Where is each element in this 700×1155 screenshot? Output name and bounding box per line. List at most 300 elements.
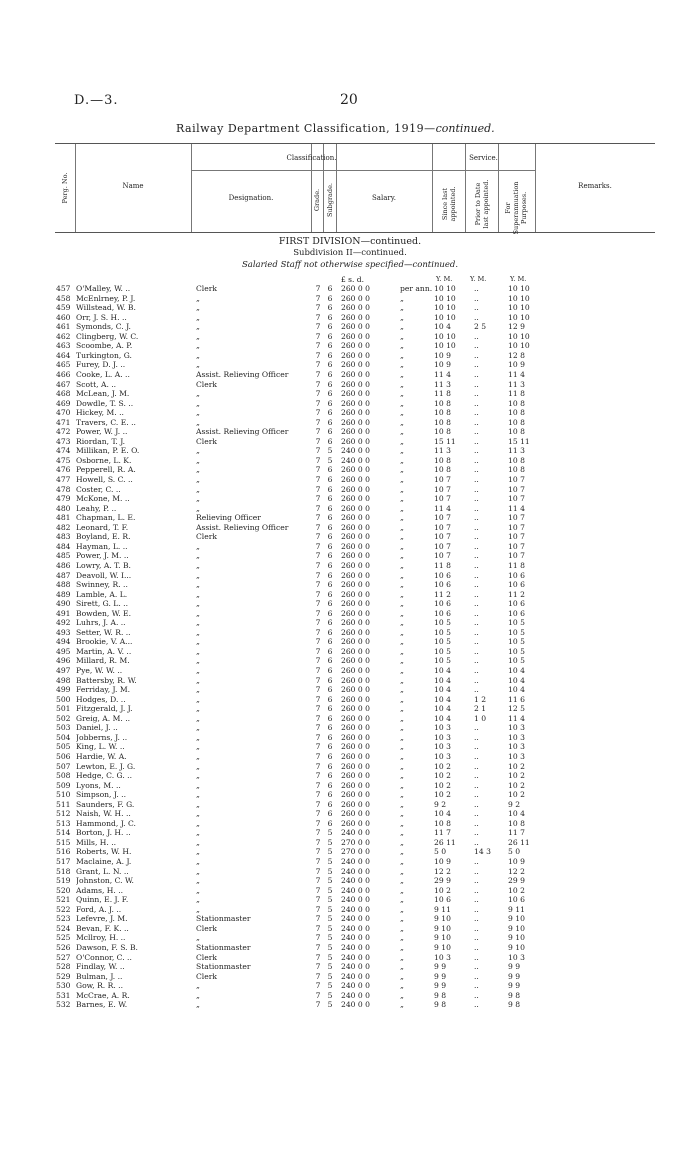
since-appointed-cell: 29 9	[434, 876, 451, 886]
superannuation-cell: 29 9	[508, 876, 525, 886]
perg-number-cell: 474	[56, 446, 71, 456]
since-appointed-cell: 9 9	[434, 962, 447, 972]
prior-appointed-cell: ..	[474, 284, 479, 293]
designation-cell: „	[196, 475, 200, 484]
designation-cell: „	[196, 589, 200, 599]
perg-number-cell: 513	[56, 818, 71, 828]
salary-period-cell: „	[400, 847, 404, 857]
grade-cell: 7	[315, 904, 321, 914]
designation-cell: Clerk	[196, 971, 217, 981]
table-row	[0, 695, 700, 704]
designation-cell: „	[196, 694, 200, 704]
name-cell: Turkington, G.	[76, 350, 132, 360]
since-appointed-cell: 10 5	[434, 646, 451, 656]
designation-cell: „	[196, 637, 200, 647]
table-row	[0, 542, 700, 551]
designation-cell: „	[196, 828, 200, 838]
salary-cell: 260 0 0	[341, 589, 370, 599]
perg-number-cell: 469	[56, 398, 71, 408]
designation-cell: „	[196, 675, 200, 685]
perg-number-cell: 467	[56, 379, 71, 389]
perg-number-cell: 471	[56, 417, 71, 427]
salary-cell: 260 0 0	[341, 732, 370, 742]
name-cell: Leahy, P. ..	[76, 503, 117, 513]
grade-cell: 7	[315, 666, 321, 675]
table-row	[0, 504, 700, 513]
grade-cell: 7	[315, 398, 321, 408]
perg-number-cell: 524	[56, 923, 71, 933]
perg-number-cell: 487	[56, 570, 71, 580]
salary-cell: 260 0 0	[341, 685, 370, 695]
table-header	[55, 143, 655, 233]
name-cell: Setter, W. R. ..	[76, 627, 131, 637]
prior-appointed-header: Prior to Date last appointed.	[474, 179, 490, 229]
salary-period-cell: „	[400, 799, 404, 809]
prior-appointed-cell: ..	[474, 532, 479, 542]
salary-period-cell: „	[400, 580, 404, 590]
salary-period-cell: „	[400, 923, 404, 933]
prior-appointed-cell: ..	[474, 923, 479, 933]
prior-appointed-cell: ..	[474, 608, 479, 618]
name-cell: Gow, R. R. ..	[76, 981, 123, 991]
designation-cell: „	[196, 465, 200, 475]
table-row	[0, 886, 700, 895]
name-cell: Saunders, F. G.	[76, 799, 135, 809]
grade-cell: 7	[315, 971, 321, 981]
since-appointed-cell: 9 10	[434, 933, 451, 943]
prior-appointed-cell: ..	[474, 303, 479, 313]
salary-cell: 260 0 0	[341, 312, 370, 322]
superannuation-cell: 10 10	[508, 303, 530, 313]
table-row	[0, 1000, 700, 1009]
salary-period-cell: „	[400, 627, 404, 637]
grade-cell: 7	[315, 494, 321, 504]
salary-period-cell: „	[400, 360, 404, 370]
grade-cell: 7	[315, 923, 321, 933]
salary-cell: 260 0 0	[341, 771, 370, 781]
name-cell: Orr, J. S. H. ..	[76, 312, 127, 322]
subgrade-cell: 6	[327, 809, 333, 819]
subgrade-cell: 6	[327, 522, 333, 532]
subgrade-cell: 6	[327, 656, 333, 666]
table-row	[0, 714, 700, 723]
since-appointed-cell: 10 2	[434, 771, 451, 781]
salary-cell: 260 0 0	[341, 656, 370, 666]
grade-cell: 7	[315, 532, 321, 542]
since-appointed-cell: 10 7	[434, 541, 451, 551]
superannuation-cell: 9 10	[508, 923, 525, 933]
since-appointed-cell: 10 7	[434, 551, 451, 561]
perg-number-cell: 532	[56, 1000, 71, 1010]
salary-cell: 240 0 0	[341, 904, 370, 914]
salary-period-cell: „	[400, 809, 404, 819]
superannuation-cell: 10 6	[508, 608, 525, 618]
designation-cell: „	[196, 303, 200, 313]
since-appointed-cell: 5 0	[434, 847, 447, 857]
perg-number-cell: 530	[56, 981, 71, 991]
superannuation-cell: 10 7	[508, 475, 525, 484]
table-row	[0, 532, 700, 541]
prior-appointed-cell: ..	[474, 914, 479, 924]
prior-appointed-cell: 14 3	[474, 847, 491, 857]
table-row	[0, 399, 700, 408]
salary-period-cell: „	[400, 570, 404, 580]
salary-cell: 240 0 0	[341, 895, 370, 905]
designation-cell: „	[196, 503, 200, 513]
superannuation-cell: 10 5	[508, 656, 525, 666]
grade-cell: 7	[315, 1000, 321, 1010]
prior-appointed-cell: ..	[474, 751, 479, 761]
superannuation-cell: 9 2	[508, 799, 521, 809]
designation-cell: Clerk	[196, 532, 217, 542]
designation-cell: „	[196, 933, 200, 943]
name-header: Name	[122, 182, 144, 190]
subgrade-cell: 6	[327, 322, 333, 332]
table-row	[0, 752, 700, 761]
table-row	[0, 867, 700, 876]
prior-appointed-cell: ..	[474, 408, 479, 418]
prior-appointed-cell: ..	[474, 637, 479, 647]
superannuation-cell: 10 10	[508, 293, 530, 303]
prior-appointed-cell: ..	[474, 809, 479, 819]
salary-cell: 260 0 0	[341, 790, 370, 800]
designation-cell: Assist. Relieving Officer	[196, 522, 289, 532]
since-appointed-cell: 10 3	[434, 732, 451, 742]
table-row	[0, 571, 700, 580]
subgrade-cell: 6	[327, 398, 333, 408]
superannuation-cell: 10 2	[508, 761, 525, 771]
prior-appointed-cell: 1 2	[474, 694, 487, 704]
grade-cell: 7	[315, 818, 321, 828]
since-appointed-cell: 11 8	[434, 389, 451, 399]
since-appointed-cell: 10 3	[434, 723, 451, 733]
remarks-header: Remarks.	[578, 182, 612, 190]
prior-appointed-cell: 2 5	[474, 322, 487, 332]
salary-period-cell: „	[400, 494, 404, 504]
since-appointed-cell: 10 9	[434, 857, 451, 866]
perg-number-cell: 531	[56, 990, 71, 1000]
salary-cell: 240 0 0	[341, 914, 370, 924]
designation-cell: „	[196, 904, 200, 914]
service-units-2: Y. M.	[470, 275, 487, 283]
salary-period-cell: „	[400, 331, 404, 341]
designation-cell: „	[196, 322, 200, 332]
subgrade-cell: 5	[327, 885, 333, 895]
staff-heading: Salaried Staff not otherwise specified—continued.	[241, 260, 459, 270]
designation-cell: Assist. Relieving Officer	[196, 427, 289, 437]
grade-cell: 7	[315, 503, 321, 513]
perg-number-cell: 512	[56, 809, 71, 819]
name-cell: Bulman, J. ..	[76, 971, 123, 981]
prior-appointed-cell: ..	[474, 646, 479, 656]
subgrade-cell: 6	[327, 646, 333, 656]
since-appointed-cell: 10 7	[434, 522, 451, 532]
subgrade-cell: 6	[327, 427, 333, 437]
table-row	[0, 580, 700, 589]
since-appointed-cell: 10 10	[434, 284, 456, 293]
salary-period-cell: „	[400, 541, 404, 551]
table-row	[0, 876, 700, 885]
subgrade-cell: 6	[327, 589, 333, 599]
grade-cell: 7	[315, 732, 321, 742]
salary-cell: 260 0 0	[341, 694, 370, 704]
table-row	[0, 656, 700, 665]
since-appointed-cell: 10 6	[434, 580, 451, 590]
salary-period-cell: „	[400, 723, 404, 733]
grade-cell: 7	[315, 551, 321, 561]
salary-period-cell: „	[400, 866, 404, 876]
perg-number-cell: 505	[56, 742, 71, 752]
header-subline	[191, 170, 432, 171]
designation-cell: „	[196, 751, 200, 761]
table-row	[0, 771, 700, 780]
superannuation-cell: 15 11	[508, 436, 530, 446]
name-cell: Barnes, E. W.	[76, 1000, 128, 1010]
salary-cell: 240 0 0	[341, 981, 370, 991]
salary-period-cell: „	[400, 666, 404, 675]
salary-cell: 260 0 0	[341, 627, 370, 637]
salary-period-cell: „	[400, 646, 404, 656]
grade-cell: 7	[315, 475, 321, 484]
salary-cell: 260 0 0	[341, 322, 370, 332]
prior-appointed-cell: ..	[474, 513, 479, 523]
superannuation-cell: 10 5	[508, 646, 525, 656]
superannuation-cell: 10 5	[508, 627, 525, 637]
since-appointed-cell: 10 10	[434, 341, 456, 351]
grade-cell: 7	[315, 618, 321, 628]
salary-header: Salary.	[372, 194, 396, 202]
since-appointed-cell: 10 8	[434, 427, 451, 437]
superannuation-cell: 10 7	[508, 532, 525, 542]
since-appointed-cell: 10 6	[434, 570, 451, 580]
superannuation-cell: 10 2	[508, 885, 525, 895]
perg-number-cell: 495	[56, 646, 71, 656]
prior-appointed-cell: ..	[474, 685, 479, 695]
name-cell: Travers, C. E. ..	[76, 417, 136, 427]
salary-period-cell: „	[400, 656, 404, 666]
grade-cell: 7	[315, 704, 321, 714]
salary-period-cell: „	[400, 350, 404, 360]
designation-cell: „	[196, 627, 200, 637]
since-appointed-cell: 10 10	[434, 303, 456, 313]
perg-number-cell: 520	[56, 885, 71, 895]
table-row	[0, 819, 700, 828]
grade-cell: 7	[315, 780, 321, 790]
grade-cell: 7	[315, 723, 321, 733]
grade-cell: 7	[315, 580, 321, 590]
salary-period-cell: „	[400, 522, 404, 532]
perg-number-cell: 499	[56, 685, 71, 695]
name-cell: McLean, J. M.	[76, 389, 130, 399]
grade-cell: 7	[315, 876, 321, 886]
grade-cell: 7	[315, 627, 321, 637]
perg-number-cell: 470	[56, 408, 71, 418]
table-row	[0, 847, 700, 856]
subgrade-cell: 6	[327, 694, 333, 704]
since-appointed-cell: 11 8	[434, 560, 451, 570]
prior-appointed-cell: ..	[474, 828, 479, 838]
name-cell: O'Connor, C. ..	[76, 952, 132, 962]
subgrade-cell: 6	[327, 723, 333, 733]
subgrade-cell: 6	[327, 379, 333, 389]
table-row	[0, 446, 700, 455]
prior-appointed-cell: ..	[474, 551, 479, 561]
salary-cell: 240 0 0	[341, 952, 370, 962]
prior-appointed-cell: ..	[474, 723, 479, 733]
prior-appointed-cell: ..	[474, 293, 479, 303]
superannuation-cell: 10 10	[508, 341, 530, 351]
prior-appointed-cell: ..	[474, 904, 479, 914]
table-row	[0, 628, 700, 637]
perg-number-cell: 500	[56, 694, 71, 704]
perg-number-cell: 511	[56, 799, 71, 809]
since-appointed-cell: 10 10	[434, 312, 456, 322]
subgrade-cell: 6	[327, 303, 333, 313]
subgrade-cell: 6	[327, 608, 333, 618]
table-row	[0, 781, 700, 790]
subgrade-cell: 5	[327, 895, 333, 905]
salary-cell: 260 0 0	[341, 666, 370, 675]
prior-appointed-cell: ..	[474, 866, 479, 876]
perg-number-cell: 515	[56, 837, 71, 847]
since-appointed-cell: 10 7	[434, 484, 451, 494]
prior-appointed-cell: 2 1	[474, 704, 487, 714]
table-row	[0, 991, 700, 1000]
prior-appointed-cell: ..	[474, 818, 479, 828]
subgrade-cell: 5	[327, 914, 333, 924]
superannuation-cell: 12 9	[508, 322, 525, 332]
salary-cell: 260 0 0	[341, 713, 370, 723]
designation-cell: „	[196, 389, 200, 399]
superannuation-cell: 11 4	[508, 503, 525, 513]
grade-cell: 7	[315, 522, 321, 532]
name-cell: Mills, H. ..	[76, 837, 117, 847]
since-appointed-cell: 10 8	[434, 818, 451, 828]
prior-appointed-cell: ..	[474, 857, 479, 866]
prior-appointed-cell: ..	[474, 761, 479, 771]
salary-period-cell: „	[400, 1000, 404, 1010]
salary-period-cell: „	[400, 417, 404, 427]
name-cell: Lewton, E. J. G.	[76, 761, 136, 771]
salary-period-cell: „	[400, 885, 404, 895]
name-cell: Naish, W. H. ..	[76, 809, 131, 819]
table-row	[0, 704, 700, 713]
since-appointed-cell: 10 3	[434, 742, 451, 752]
salary-cell: 260 0 0	[341, 427, 370, 437]
money-units: £ s. d.	[341, 275, 364, 284]
designation-cell: „	[196, 599, 200, 609]
name-cell: King, L. W. ..	[76, 742, 125, 752]
subgrade-cell: 6	[327, 494, 333, 504]
grade-cell: 7	[315, 847, 321, 857]
salary-cell: 260 0 0	[341, 780, 370, 790]
subgrade-cell: 5	[327, 933, 333, 943]
prior-appointed-cell: ..	[474, 560, 479, 570]
salary-period-cell: „	[400, 981, 404, 991]
prior-appointed-cell: ..	[474, 742, 479, 752]
prior-appointed-cell: ..	[474, 656, 479, 666]
superannuation-cell: 10 10	[508, 331, 530, 341]
grade-cell: 7	[315, 895, 321, 905]
name-cell: Hayman, L. ..	[76, 541, 128, 551]
prior-appointed-cell: ..	[474, 475, 479, 484]
name-cell: Mcllroy, H. ..	[76, 933, 126, 943]
since-appointed-cell: 10 4	[434, 694, 451, 704]
salary-cell: 260 0 0	[341, 560, 370, 570]
table-row	[0, 733, 700, 742]
name-cell: Lowry, A. T. B.	[76, 560, 131, 570]
table-row	[0, 360, 700, 369]
subgrade-cell: 6	[327, 369, 333, 379]
prior-appointed-cell: ..	[474, 885, 479, 895]
since-appointed-cell: 9 10	[434, 914, 451, 924]
designation-cell: „	[196, 885, 200, 895]
subgrade-cell: 5	[327, 828, 333, 838]
table-row	[0, 284, 700, 293]
subgrade-cell: 6	[327, 599, 333, 609]
since-appointed-cell: 10 6	[434, 608, 451, 618]
salary-period-cell: „	[400, 637, 404, 647]
since-appointed-cell: 10 7	[434, 532, 451, 542]
since-appointed-cell: 10 2	[434, 780, 451, 790]
since-appointed-cell: 10 5	[434, 627, 451, 637]
designation-cell: „	[196, 541, 200, 551]
prior-appointed-cell: ..	[474, 790, 479, 800]
table-row	[0, 561, 700, 570]
perg-number-cell: 477	[56, 475, 71, 484]
salary-period-cell: „	[400, 761, 404, 771]
table-row	[0, 590, 700, 599]
salary-period-cell: „	[400, 551, 404, 561]
grade-cell: 7	[315, 675, 321, 685]
salary-period-cell: „	[400, 857, 404, 866]
name-cell: Adams, H. ..	[76, 885, 124, 895]
grade-cell: 7	[315, 350, 321, 360]
name-cell: Pye, W. W. ..	[76, 666, 123, 675]
salary-period-cell: „	[400, 942, 404, 952]
subgrade-cell: 6	[327, 751, 333, 761]
perg-number-cell: 457	[56, 284, 71, 293]
grade-cell: 7	[315, 369, 321, 379]
subgrade-cell: 6	[327, 627, 333, 637]
grade-cell: 7	[315, 341, 321, 351]
page-number: 20	[340, 92, 358, 108]
subgrade-cell: 5	[327, 942, 333, 952]
designation-cell: „	[196, 1000, 200, 1010]
table-row	[0, 303, 700, 312]
perg-number-cell: 480	[56, 503, 71, 513]
superannuation-cell: 10 2	[508, 780, 525, 790]
since-appointed-cell: 10 2	[434, 790, 451, 800]
grade-cell: 7	[315, 771, 321, 781]
since-appointed-cell: 11 3	[434, 379, 451, 389]
table-row	[0, 370, 700, 379]
superannuation-cell: 11 3	[508, 379, 525, 389]
subgrade-cell: 6	[327, 341, 333, 351]
name-cell: Bowden, W. E.	[76, 608, 131, 618]
designation-cell: „	[196, 837, 200, 847]
since-appointed-cell: 9 10	[434, 942, 451, 952]
grade-cell: 7	[315, 293, 321, 303]
subgrade-cell: 5	[327, 857, 333, 866]
page-title	[176, 122, 536, 135]
perg-number-cell: 459	[56, 303, 71, 313]
designation-cell: „	[196, 857, 200, 866]
designation-cell: „	[196, 713, 200, 723]
prior-appointed-cell: ..	[474, 427, 479, 437]
salary-period-cell: „	[400, 389, 404, 399]
designation-cell: „	[196, 847, 200, 857]
